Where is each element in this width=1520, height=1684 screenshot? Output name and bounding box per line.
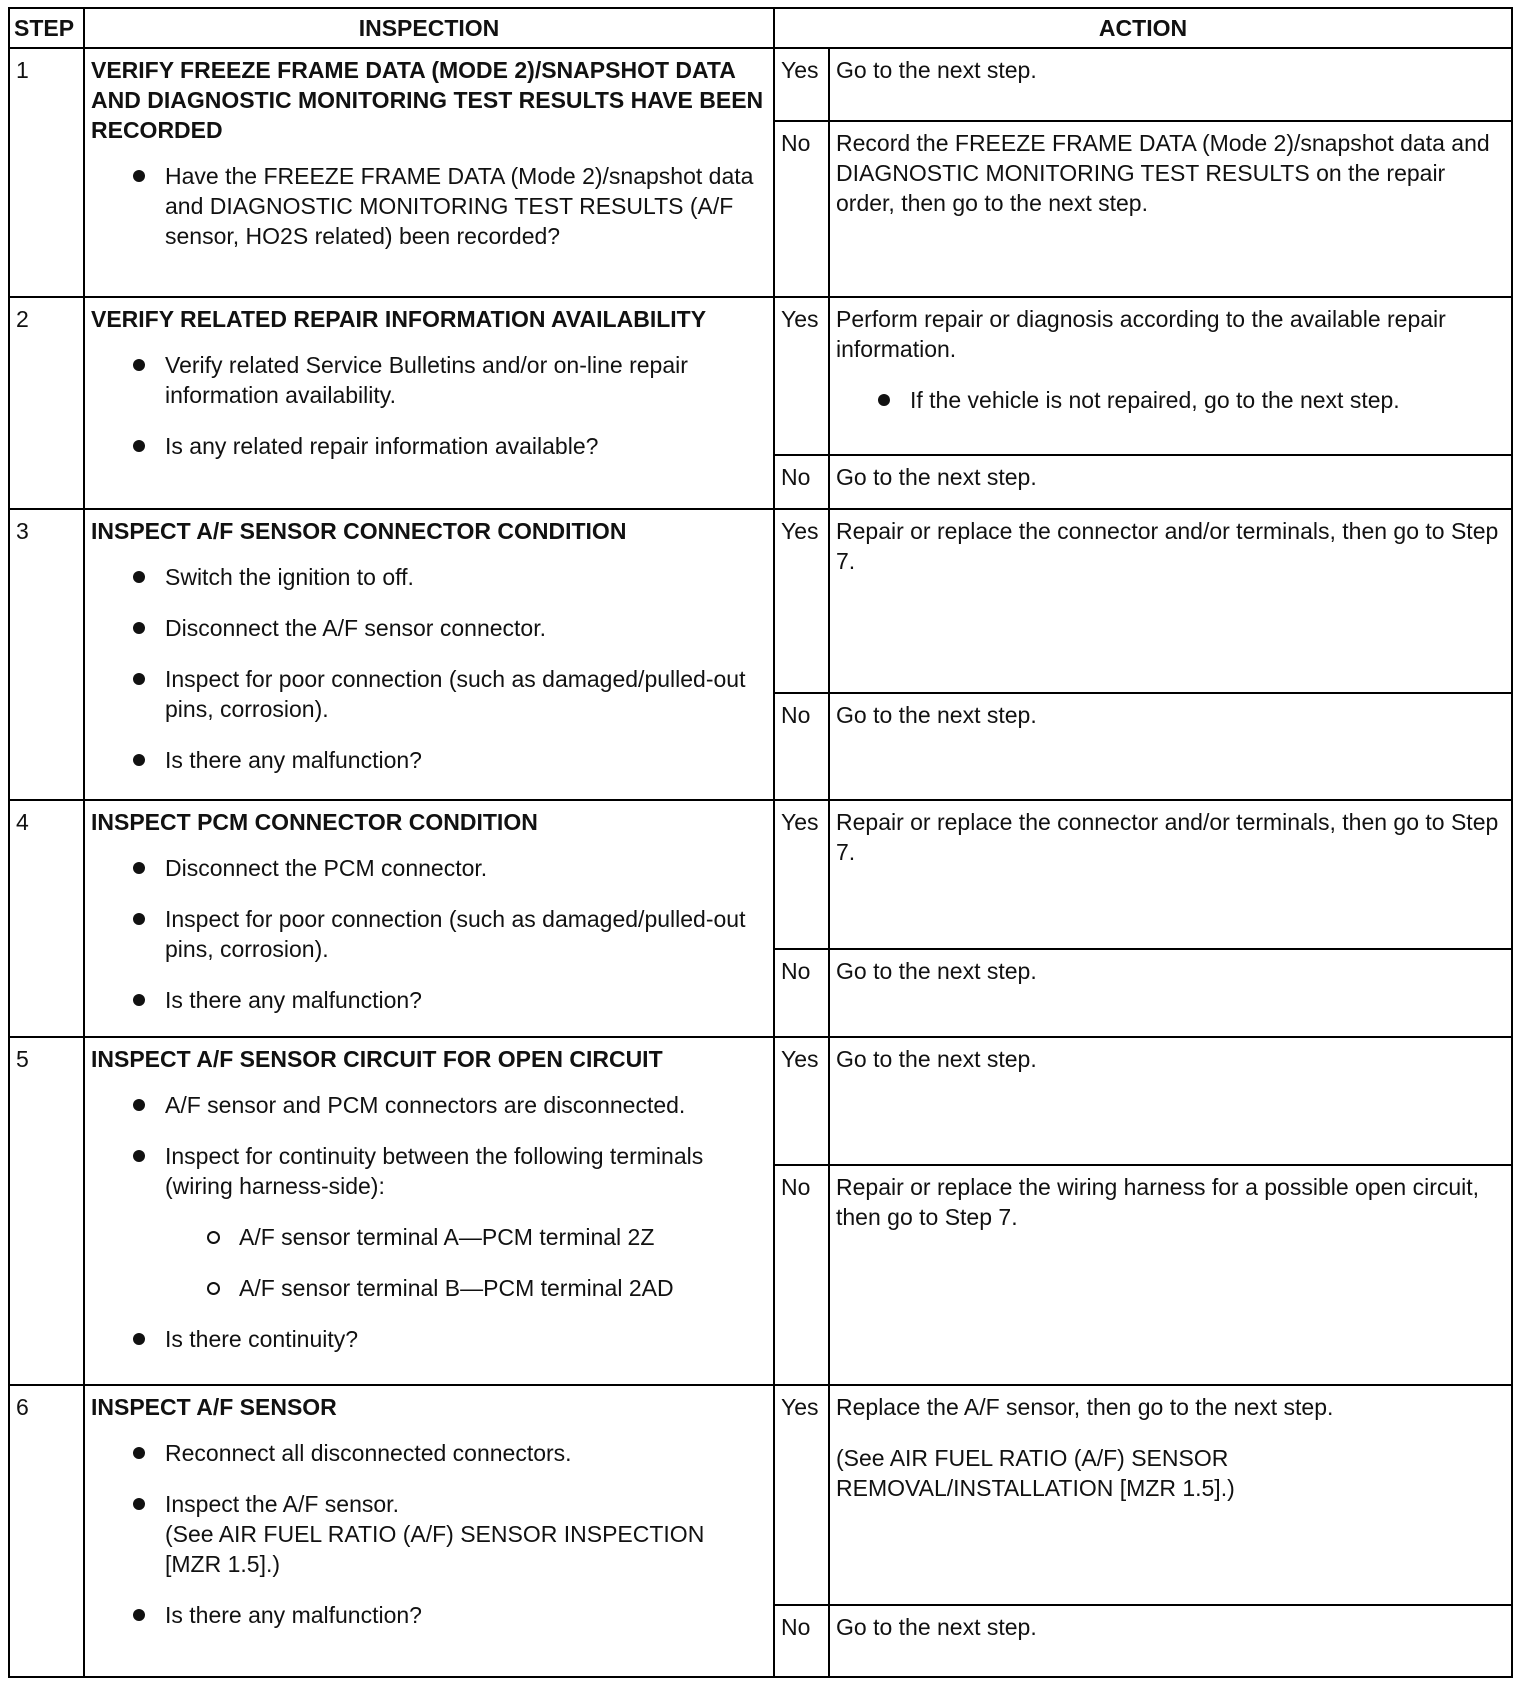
yes-label: Yes — [774, 297, 829, 455]
action-item: If the vehicle is not repaired, go to the next step. — [878, 385, 1504, 415]
inspection-cell — [84, 800, 774, 1037]
yes-action: Replace the A/F sensor, then go to the next step. (See AIR FUEL RATIO (A/F) SENSOR REMOVAL/INSTALLATION [MZR 1.5].) — [829, 1385, 1512, 1605]
no-label: No — [774, 1165, 829, 1385]
no-label: No — [774, 693, 829, 800]
step-number: 2 — [9, 297, 84, 509]
inspection-item: A/F sensor and PCM connectors are disconnected. — [133, 1090, 766, 1120]
inspection-cell — [84, 1385, 774, 1677]
yes-action: Repair or replace the connector and/or terminals, then go to Step 7. — [829, 800, 1512, 949]
no-action: Go to the next step. — [829, 693, 1512, 800]
inspection-item: Inspect for poor connection (such as damaged/pulled-out pins, corrosion). — [133, 664, 766, 724]
terminal-pair: A/F sensor terminal A—PCM terminal 2Z — [207, 1222, 766, 1252]
inspection-item: Disconnect the PCM connector. — [133, 853, 766, 883]
no-label: No — [774, 455, 829, 509]
step-1-yes-row — [9, 48, 1512, 121]
step-number: 1 — [9, 48, 84, 297]
inspection-cell — [84, 48, 774, 297]
inspection-item: Verify related Service Bulletins and/or on-line repair information availability. — [133, 350, 766, 410]
step-number: 4 — [9, 800, 84, 1037]
step-title: INSPECT A/F SENSOR CIRCUIT FOR OPEN CIRCUIT — [91, 1046, 663, 1072]
inspection-item: Is there continuity? — [133, 1324, 766, 1354]
no-label: No — [774, 949, 829, 1037]
yes-label: Yes — [774, 800, 829, 949]
inspection-item: Is any related repair information available? — [133, 431, 766, 461]
header-row — [9, 8, 1512, 48]
yes-label: Yes — [774, 1385, 829, 1605]
step-3-yes-row — [9, 509, 1512, 693]
step-5-yes-row — [9, 1037, 1512, 1165]
diagnostic-table — [8, 7, 1513, 1678]
yes-action: Go to the next step. — [829, 48, 1512, 121]
inspection-item: Inspect the A/F sensor. — [133, 1489, 766, 1519]
step-2-yes-row — [9, 297, 1512, 455]
inspection-item: Is there any malfunction? — [133, 985, 766, 1015]
diagnostic-procedure — [8, 7, 1511, 1675]
step-title: VERIFY RELATED REPAIR INFORMATION AVAILABILITY — [91, 306, 707, 332]
no-label: No — [774, 121, 829, 297]
no-action: Record the FREEZE FRAME DATA (Mode 2)/snapshot data and DIAGNOSTIC MONITORING TEST RESULTS on the repair order, then go to the next step. — [829, 121, 1512, 297]
inspection-cell — [84, 297, 774, 509]
inspection-item: Is there any malfunction? — [133, 745, 766, 775]
yes-label: Yes — [774, 509, 829, 693]
no-label: No — [774, 1605, 829, 1677]
inspection-item: Inspect for poor connection (such as damaged/pulled-out pins, corrosion). — [133, 904, 766, 964]
terminal-pair: A/F sensor terminal B—PCM terminal 2AD — [207, 1273, 766, 1303]
inspection-item: Inspect for continuity between the following terminals (wiring harness-side): A/F sensor terminal A—PCM terminal 2Z A/F sensor terminal B—PCM terminal 2AD — [133, 1141, 766, 1303]
inspection-cell — [84, 1037, 774, 1385]
no-action: Repair or replace the wiring harness for a possible open circuit, then go to Step 7. — [829, 1165, 1512, 1385]
reference-note: (See AIR FUEL RATIO (A/F) SENSOR INSPECTION [MZR 1.5].) — [165, 1521, 705, 1577]
step-number: 3 — [9, 509, 84, 800]
inspection-item: Have the FREEZE FRAME DATA (Mode 2)/snapshot data and DIAGNOSTIC MONITORING TEST RESULTS (A/F sensor, HO2S related) been recorded? — [133, 161, 766, 251]
step-header: STEP — [9, 8, 84, 48]
yes-action: Repair or replace the connector and/or terminals, then go to Step 7. — [829, 509, 1512, 693]
step-4-yes-row — [9, 800, 1512, 949]
no-action: Go to the next step. — [829, 455, 1512, 509]
yes-label: Yes — [774, 48, 829, 121]
inspection-item: Is there any malfunction? — [133, 1600, 766, 1630]
step-number: 6 — [9, 1385, 84, 1677]
yes-action: Perform repair or diagnosis according to the available repair information. If the vehicle is not repaired, go to the next step. — [829, 297, 1512, 455]
reference-note: (See AIR FUEL RATIO (A/F) SENSOR REMOVAL/INSTALLATION [MZR 1.5].) — [836, 1445, 1235, 1501]
inspection-item: Disconnect the A/F sensor connector. — [133, 613, 766, 643]
yes-action: Go to the next step. — [829, 1037, 1512, 1165]
step-title: INSPECT PCM CONNECTOR CONDITION — [91, 809, 538, 835]
step-title: INSPECT A/F SENSOR — [91, 1394, 337, 1420]
step-title: INSPECT A/F SENSOR CONNECTOR CONDITION — [91, 518, 627, 544]
yes-label: Yes — [774, 1037, 829, 1165]
step-title: VERIFY FREEZE FRAME DATA (MODE 2)/SNAPSHOT DATA AND DIAGNOSTIC MONITORING TEST RESULTS HAVE BEEN RECORDED — [91, 57, 764, 143]
step-number: 5 — [9, 1037, 84, 1385]
inspection-header: INSPECTION — [84, 8, 774, 48]
no-action: Go to the next step. — [829, 949, 1512, 1037]
inspection-item: Switch the ignition to off. — [133, 562, 766, 592]
action-header: ACTION — [774, 8, 1512, 48]
inspection-cell — [84, 509, 774, 800]
step-6-yes-row — [9, 1385, 1512, 1605]
inspection-item: Reconnect all disconnected connectors. — [133, 1438, 766, 1468]
no-action: Go to the next step. — [829, 1605, 1512, 1677]
